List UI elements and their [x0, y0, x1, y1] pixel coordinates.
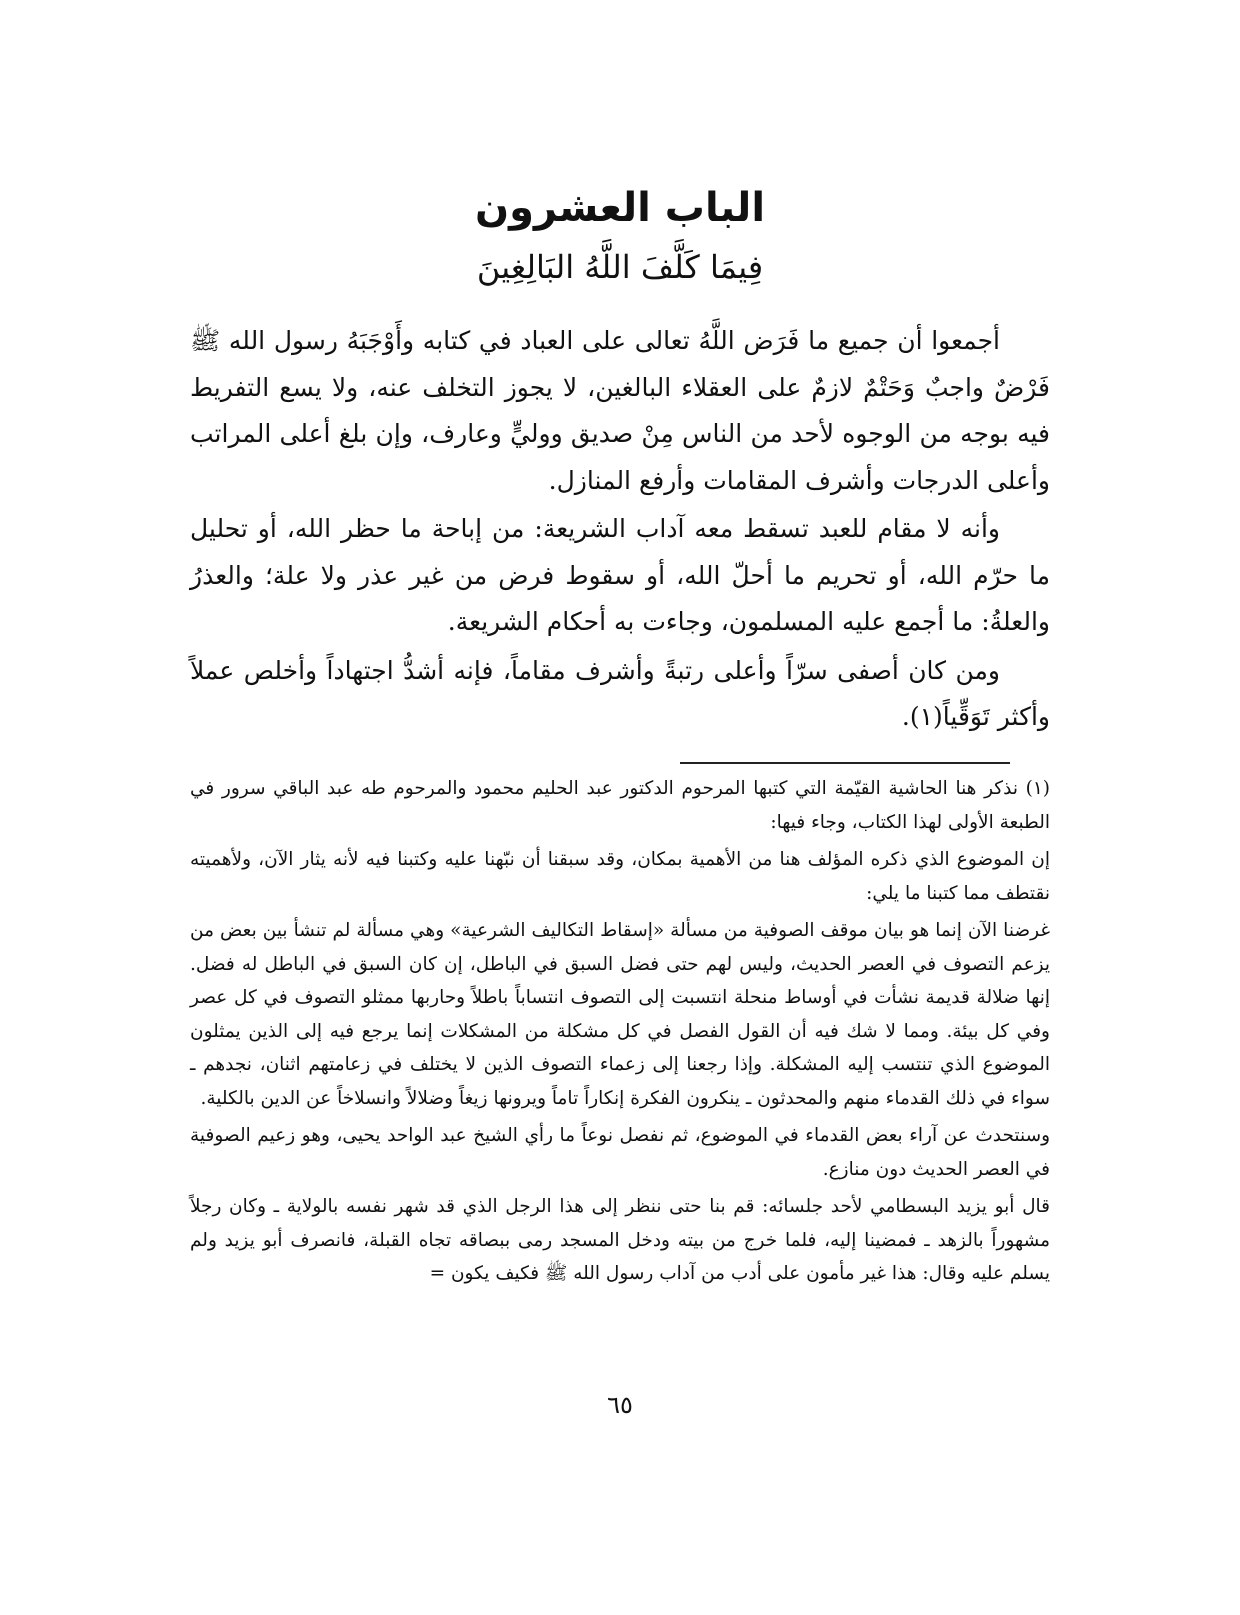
- main-text: [190, 318, 1050, 743]
- footnote-paragraph: قال أبو يزيد البسطامي لأحد جلسائه: قم بنا حتى ننظر إلى هذا الرجل الذي قد شهر نفسه بالولاية ـ وكان رجلاً مشهوراً بالزهد ـ فمضينا إليه، فلما خرج من بيته ودخل المسجد رمى ببصاقه تجاه القبلة، فانصرف أبو يزيد ولم يسلم عليه وقال: هذا غير مأمون على أدب من آداب رسول الله ﷺ فكيف يكون =: [190, 1196, 1050, 1284]
- main-paragraph: ومن كان أصفى سرّاً وأعلى رتبةً وأشرف مقاماً، فإنه أشدُّ اجتهاداً وأخلص عملاً وأكثر تَوَقِّياً(١).: [190, 655, 1050, 731]
- footnote-paragraph: وسنتحدث عن آراء بعض القدماء في الموضوع، ثم نفصل نوعاً ما رأي الشيخ عبد الواحد يحيى، وهو زعيم الصوفية في العصر الحديث دون منازع.: [190, 1125, 1050, 1180]
- footnotes: [190, 772, 1050, 1295]
- footnote-divider: [680, 762, 1010, 764]
- footnote-paragraph: (١) نذكر هنا الحاشية القيّمة التي كتبها المرحوم الدكتور عبد الحليم محمود والمرحوم طه عبد الباقي سرور في الطبعة الأولى لهذا الكتاب، وجاء فيها:: [190, 778, 1050, 833]
- footnote-paragraph: غرضنا الآن إنما هو بيان موقف الصوفية من مسألة «إسقاط التكاليف الشرعية» وهي مسألة لم تنشأ بين بعض من يزعم التصوف في العصر الحديث، وليس لهم حتى فضل السبق في الباطل، إن كان السبق في الباطل له فضل. إنها ضلالة قديمة نشأت في أوساط منحلة انتسبت إلى التصوف انتساباً باطلاً وحاربها ممثلو التصوف في كل عصر وفي كل بيئة. ومما لا شك فيه أن القول الفصل في كل مشكلة من المشكلات إنما يرجع فيه إلى الذين يمثلون الموضوع الذي تنتسب إليه المشكلة. وإذا رجعنا إلى زعماء التصوف الذين لا يختلف في زعامتهم اثنان، نجدهم ـ سواء في ذلك القدماء منهم والمحدثون ـ ينكرون الفكرة إنكاراً تاماً ويرونها زيغاً وضلالاً وانسلاخاً عن الدين بالكلية.: [190, 920, 1050, 1109]
- main-paragraph: أجمعوا أن جميع ما فَرَض اللَّهُ تعالى على العباد في كتابه وأَوْجَبَهُ رسول الله ﷺ فَرْضٌ واجبٌ وَحَتْمٌ لازمٌ على العقلاء البالغين، لا يجوز التخلف عنه، ولا يسع التفريط فيه بوجه من الوجوه لأحد من الناس مِنْ صديق ووليٍّ وعارف، وإن بلغ أعلى المراتب وأعلى الدرجات وأشرف المقامات وأرفع المنازل.: [190, 326, 1050, 495]
- chapter-subtitle: فِيمَا كَلَّفَ اللَّهُ البَالِغِينَ: [476, 248, 764, 286]
- main-paragraph: وأنه لا مقام للعبد تسقط معه آداب الشريعة: من إباحة ما حظر الله، أو تحليل ما حرّم الله، أو تحريم ما أحلّ الله، أو سقوط فرض من غير عذر ولا علة؛ والعذرُ والعلةُ: ما أجمع عليه المسلمون، وجاءت به أحكام الشريعة.: [190, 514, 1050, 636]
- page-number: ٦٥: [607, 1391, 633, 1419]
- chapter-title: الباب العشرون: [474, 185, 766, 231]
- footnote-paragraph: إن الموضوع الذي ذكره المؤلف هنا من الأهمية بمكان، وقد سبقنا أن نبّهنا عليه وكتبنا فيه لأنه يثار الآن، ولأهميته نقتطف مما كتبنا ما يلي:: [190, 849, 1050, 904]
